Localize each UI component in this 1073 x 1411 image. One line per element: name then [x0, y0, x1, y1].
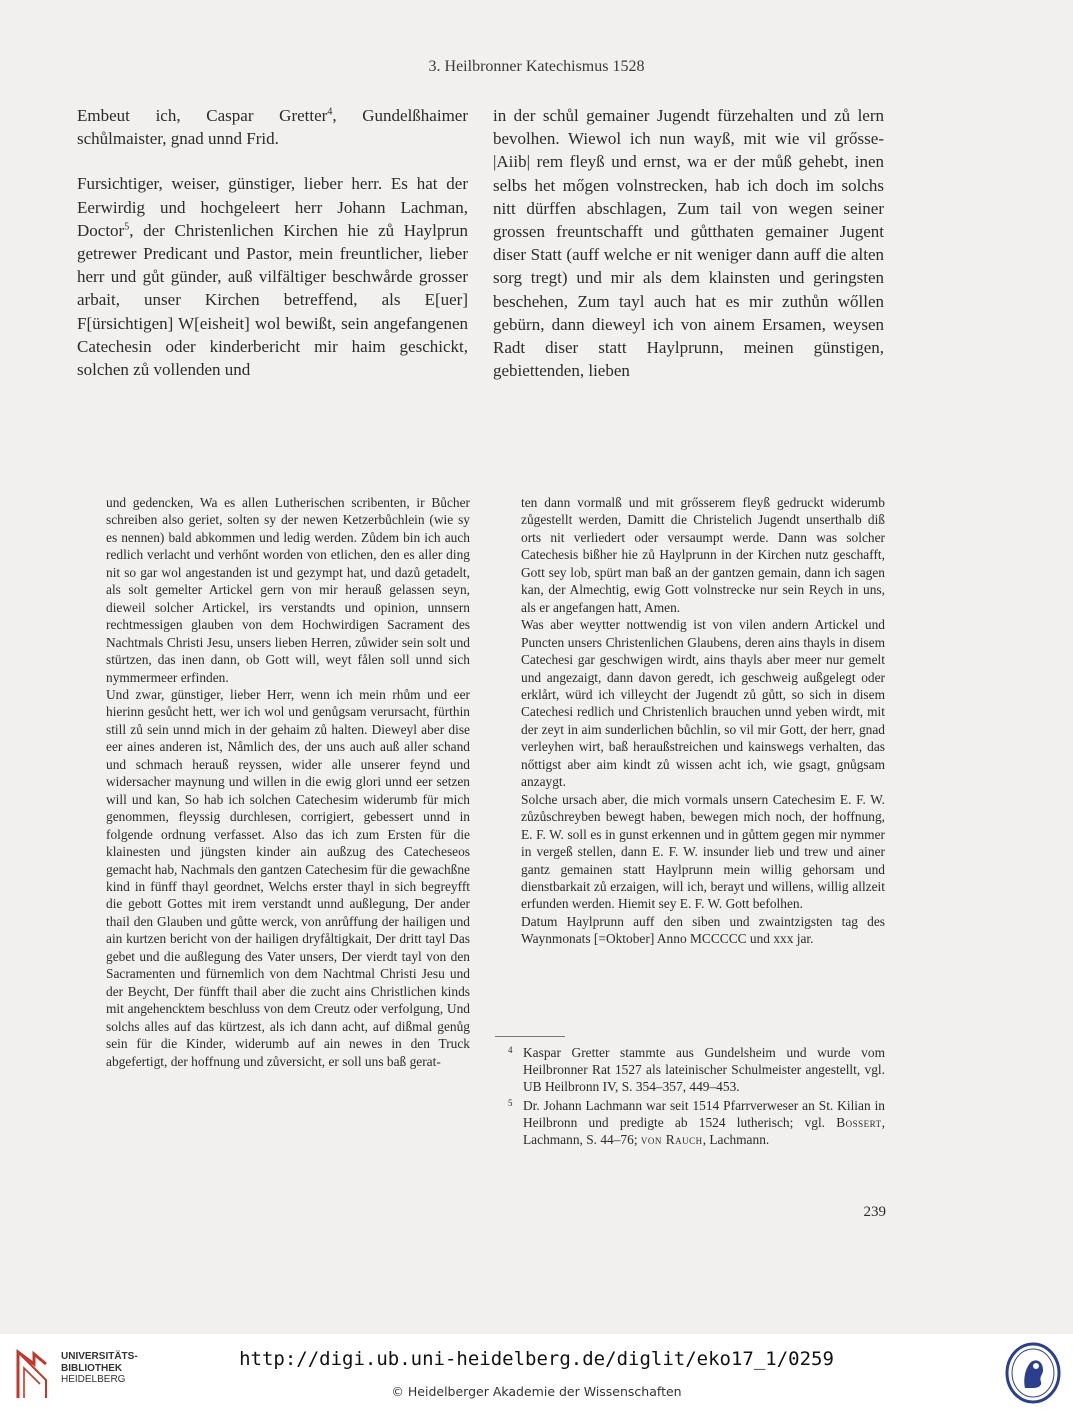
running-title: 3. Heilbronner Katechismus 1528 [428, 58, 645, 75]
permalink-url[interactable]: http://digi.ub.uni-heidelberg.de/diglit/eko17_1/0259 [239, 1348, 834, 1370]
upper-right-column [493, 104, 884, 382]
footnote-number: 4 [508, 1045, 513, 1055]
copyright-notice: © Heidelberger Akademie der Wissenschaften [391, 1384, 682, 1399]
body-paragraph: ten dann vormalß und mit grősserem fleyß gedruckt widerumb zůgestellt werden, Damitt die Christelich Jugendt unserthalb diß orts nit verliedert oder versaumpt werde. Dann was solcher Catechesis bißher hie zů Haylprunn in der Kirchen nutz geschafft, Gott sey lob, spürt man baß an der gantzen gemain, dann ich sagen kan, der Almechtig, ewig Gott volnstrecke nur sein Reych in uns, als er angefangen hatt, Amen. [521, 495, 885, 615]
footnote-number: 5 [508, 1097, 513, 1108]
footnote-ref-4[interactable]: 4 [327, 106, 333, 118]
upper-left-column [77, 104, 468, 381]
dating-paragraph: Datum Haylprunn auff den siben und zwaintzigsten tag des Waynmonats [=Oktober] Anno MCCCCC und xxx jar. [521, 913, 885, 947]
lower-left-column [106, 494, 470, 1070]
footnote-5 [508, 1097, 885, 1149]
footnote-4 [508, 1044, 885, 1096]
page-number: 239 [863, 1204, 886, 1220]
body-paragraph: und gedencken, Wa es allen Lutherischen scribenten, ir Bůcher schreiben also geriet, solten sy der newen Ketzerbůchlein (wie sy es nennen) bald abkommen und ledig werden. Zůdem bin ich auch redlich verlacht und verhőnt worden von etlichen, den es aller ding nit so gar wol angestanden ist und gezympt hat, und dazů getadelt, als solt gemelter Artickel gern von mir herauß gelassen seyn, dieweil solcher Artickel, irs verstandts und opinion, unnsern rechtmessigen glauben von dem Hochwirdigen Sacrament des Nachtmals Christi Jesu, unsers lieben Herren, zůwider sein solt und stürtzen, das inen dann, ob Gott will, weyt fålen soll unnd sich nymmermeer erfinden. [106, 495, 470, 685]
viewer-footer [0, 1334, 1073, 1411]
salutation-paragraph: Embeut ich, Caspar Gretter$^4$, Gundelßhaimer schůlmaister, gnad unnd Frid. [77, 106, 468, 149]
lower-right-column [521, 494, 885, 948]
footnotes [508, 1044, 885, 1149]
footnote-divider [495, 1036, 565, 1037]
body-paragraph: Solche ursach aber, die mich vormals unsern Catechesim E. F. W. zůzůschreyben bewegt haben, bewegen mich noch, der hoffnung, E. F. W. soll es in gunst erkennen und in gůttem gegen mir nymmer in vergeß stellen, dann E. F. W. insunder lieb und trew und ainer gantz gemainen statt Haylprunn mein willig gehorsam und dienstbarkait zů erzaigen, will ich, berayt und willens, willig allzeit erfunden werden. Hiemit sey E. F. W. Gott befolhen. [521, 791, 885, 912]
body-paragraph: Und zwar, günstiger, lieber Herr, wenn ich mein rhům und eer hierinn gesůcht hett, wer ich wol und genůgsam verursacht, fürthin still zů sein unnd mich in der gehaim zů halten. Dieweyl aber dise eer aines anderen ist, Nåmlich des, der uns auch auß aller schand und schmach herauß reyssen, wider alle unserer feynd und widersacher maynung und willen in die ewig glori unnd eer setzen will und kan, So hab ich solchen Catechesim widerumb für mich genommen, fleyssig durchlesen, corrigiert, gebessert unnd in folgende ordnung verfasset. Also das ich zum Ersten für die klainesten und jüngsten kinder ain außzug des Catecheseos gemacht hab, Nachmals den gantzen Catechesim für die gewachßne kind in fünff thayl geordnet, Welchs erster thayl in sich begreyfft die gebott Gottes mit irem verstandt unnd außlegung, Der ander thail den Glauben und gůtte werck, von anrůffung der hailigen und ain kurtzen bericht von der hailigen dryfåltigkait, Der dritt tayl Das gebet und die außlegung des Vater unsers, Der vierdt tayl von den Sacramenten und fürnemlich von dem Nachtmal Christi Jesu und der Beycht, Der fünfft thail aber die zucht ains Christlichen kinds mit angehencktem beschluss von dem Creutz oder verfolgung, Und solchs alles auf das kürtzest, als ich dann acht, auf dißmal genůg sein für die Kinder, widerumb auf ain newes in den Truck abgefertigt, der hoffnung und zůversicht, er soll uns baß gerat- [106, 686, 470, 1069]
footnote-text: Kaspar Gretter stammte aus Gundelsheim und wurde vom Heilbronner Rat 1527 als lateinischer Schulmeister angestellt, vgl. UB Heilbronn IV, S. 354–357, 449–453. [523, 1045, 885, 1095]
footnote-ref-5[interactable]: 5 [124, 221, 130, 233]
footnote-text: Dr. Johann Lachmann war seit 1514 Pfarrverweser an St. Kilian in Heilbronn und predigte ab 1524 lutherisch; vgl. Bossert, Lachmann, S. 44–76; von Rauch, Lachmann. [523, 1097, 885, 1148]
library-name: UNIVERSITÄTS- BIBLIOTHEK HEIDELBERG [61, 1351, 138, 1385]
academy-seal-icon[interactable] [1005, 1342, 1061, 1404]
letter-opening-paragraph: Fursichtiger, weiser, günstiger, lieber herr. Es hat der Eerwirdig und hochgeleert herr Johann Lachman, Doctor$^5$, der Christenlichen Kirchen hie zů Haylprun getrewer Predicant und Pastor, mein freuntlicher, lieber herr und gůt günder, auß vilfältiger beschwårde grosser arbait, unser Kirchen betreffend, als E[uer] F[ürsichtigen] W[eisheit] wol bewißt, sein angefangenen Catechesin oder kinderbericht mir haim geschickt, solchen zů vollenden und [77, 174, 468, 380]
body-paragraph: Was aber weytter nottwendig ist von vilen andern Artickel und Puncten unsers Christenlichen Glaubens, deren ains thayls in disem Catechesi gar geschwigen wirdt, ains thayls aber meer nur gemelt und angezaigt, dann davon geredt, ich geschweig außgelegt oder erklårt, würd ich villeycht der Jugendt zů gůtt, so sich in disem Catechesi redlich und Christenlich brauchen unnd yeben wirdt, mit der zeyt in aim sunderlichen bůchlin, so vil mir Gott, der herr, gnad verleyhen wirt, baß heraußstreichen und kainswegs verhalten, das nőttigst aber aim kindt zů wissen acht ich, wie gsagt, gnůgsam anzaygt. [521, 617, 885, 790]
letter-continuation-paragraph: in der schůl gemainer Jugendt fürzehalten und zů lern bevolhen. Wiewol ich nun wayß, mit wie vil grősse- |Aiib| rem fleyß und ernst, wa er der můß gehebt, inen selbs het mőgen volnstrecken, hab ich doch im solchs nitt dürffen abschlagen, Zum tail von wegen seiner grossen freuntschafft und gůtthaten gemainer Jugent diser Statt (auff welche er nit weniger dann auff die alten sorg tregt) und mir als dem klainsten und geringsten beschehen, Zum tayl auch hat es mir zuthůn wőllen gebürn, dann dieweyl ich von ainem Ersamen, weysen Radt diser statt Haylprunn, meinen günstigen, gebiettenden, lieben [493, 106, 884, 381]
